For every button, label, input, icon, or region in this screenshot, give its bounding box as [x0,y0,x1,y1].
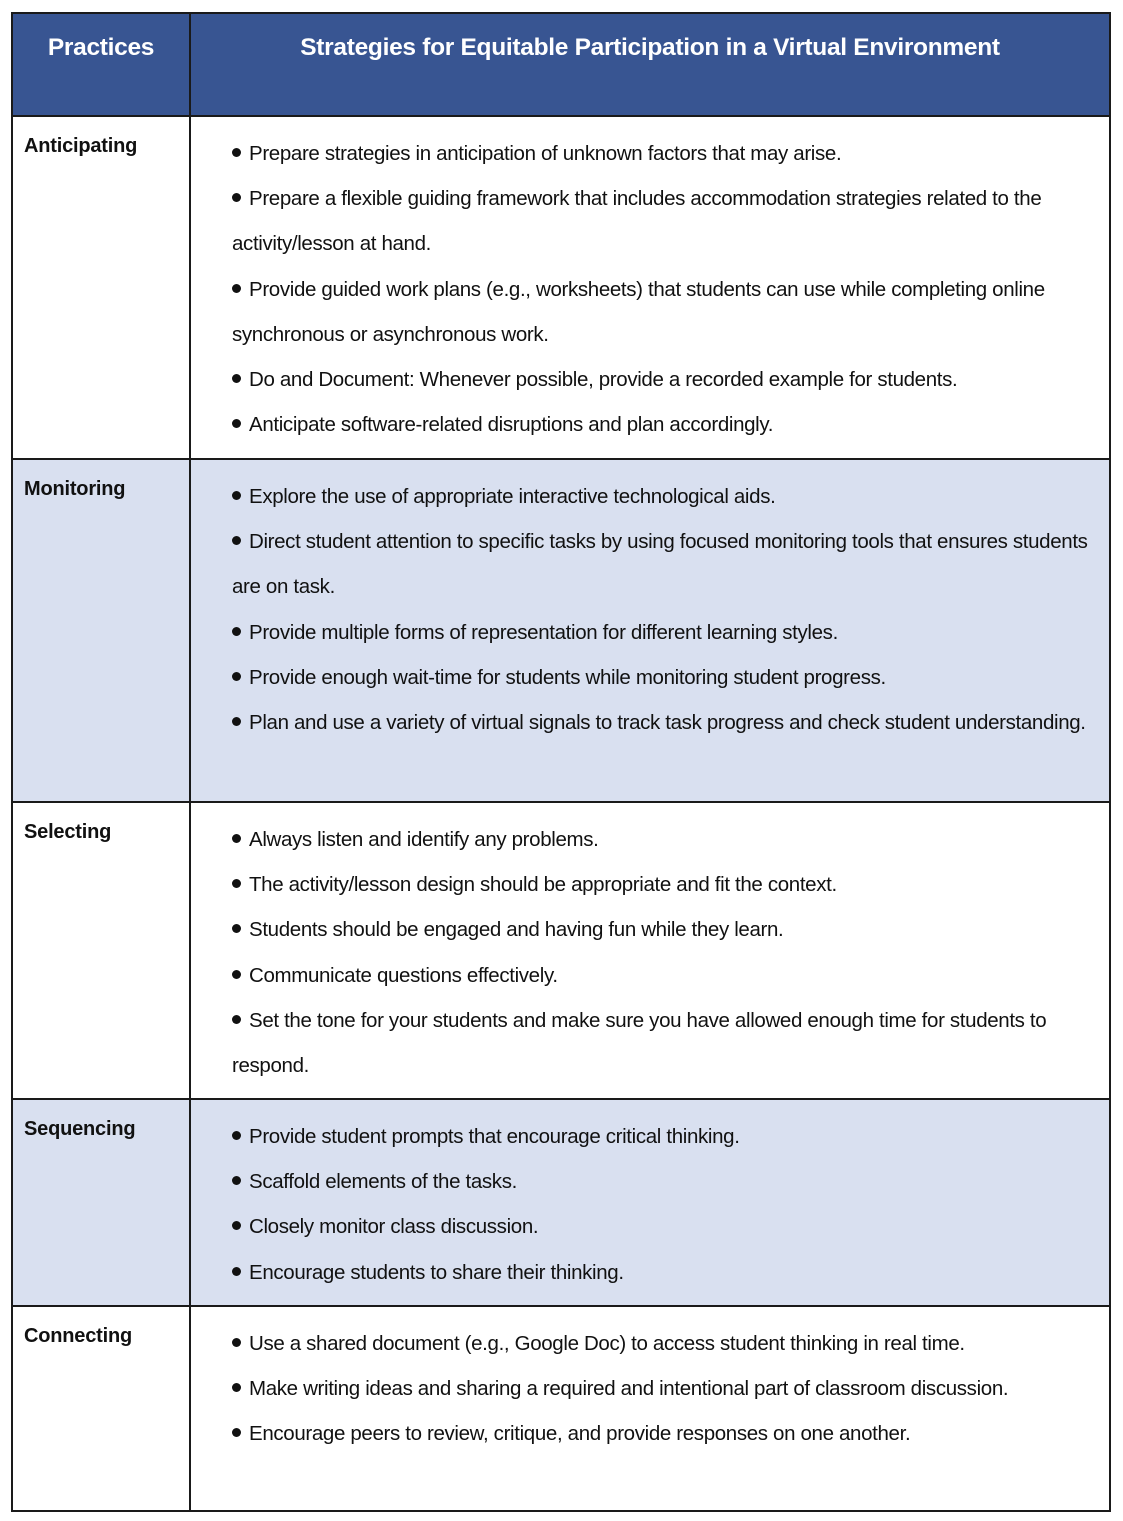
strategy-text: Explore the use of appropriate interactive technological aids. [249,485,776,508]
strategy-list [191,1307,1109,1510]
table-row-anticipating [13,115,1109,458]
table-header-row [13,14,1109,115]
bullet-icon [232,924,241,933]
bullet-icon [232,1176,241,1185]
strategy-item [232,402,1091,447]
strategy-text: Direct student attention to specific tasks by using focused monitoring tools that ensures students are on task. [232,530,1088,599]
strategy-item [232,1321,1091,1366]
strategy-item [232,1411,1091,1456]
strategy-text: Anticipate software-related disruptions and plan accordingly. [249,413,774,437]
strategy-item [232,131,1091,176]
practice-label: Sequencing [13,1100,191,1305]
strategy-item [232,907,1091,952]
practice-label: Monitoring [13,460,191,801]
strategy-text: Encourage students to share their thinking. [249,1260,624,1284]
bullet-icon [232,148,241,157]
bullet-icon [232,1338,241,1347]
strategy-item [232,1204,1091,1249]
table-row-monitoring [13,458,1109,801]
strategy-text: Make writing ideas and sharing a required and intentional part of classroom discussion. [249,1377,1009,1401]
bullet-icon [232,834,241,843]
bullet-icon [232,284,241,293]
bullet-icon [232,627,241,636]
header-strategies: Strategies for Equitable Participation in a Virtual Environment [300,34,1000,61]
bullet-icon [232,536,241,545]
practice-label: Connecting [13,1307,191,1510]
strategy-item [232,1250,1091,1295]
strategy-item [232,1114,1091,1159]
bullet-icon [232,193,241,202]
strategy-item [232,655,1091,700]
table-row-selecting [13,801,1109,1098]
bullet-icon [232,970,241,979]
strategy-text: Students should be engaged and having fun while they learn. [249,918,784,942]
strategy-text: Prepare strategies in anticipation of unknown factors that may arise. [249,142,842,165]
bullet-icon [232,419,241,428]
bullet-icon [232,717,241,726]
strategy-text: Scaffold elements of the tasks. [249,1170,517,1194]
strategy-text: Closely monitor class discussion. [249,1215,539,1239]
strategy-text: Provide enough wait-time for students while monitoring student progress. [249,665,886,689]
strategy-item [232,953,1091,998]
header-practices: Practices [13,14,191,115]
practice-label: Anticipating [13,117,191,458]
strategy-item [232,1159,1091,1204]
bullet-icon [232,491,241,500]
strategy-item [232,998,1091,1088]
bullet-icon [232,1131,241,1140]
strategy-list [191,117,1109,458]
table-row-connecting [13,1305,1109,1510]
strategy-text: Provide student prompts that encourage critical thinking. [249,1125,740,1148]
strategy-text: Set the tone for your students and make sure you have allowed enough time for students to respond. [232,1008,1047,1078]
strategy-item [232,700,1091,745]
strategy-item [232,817,1091,862]
bullet-icon [232,1267,241,1276]
strategy-text: The activity/lesson design should be appropriate and fit the context. [249,873,837,897]
bullet-icon [232,374,241,383]
strategy-item [232,1366,1091,1411]
strategy-text: Prepare a flexible guiding framework that includes accommodation strategies related to the activity/lesson at hand. [232,187,1042,256]
strategy-item [232,267,1091,357]
strategy-text: Always listen and identify any problems. [249,828,599,851]
bullet-icon [232,1015,241,1024]
strategy-item [232,357,1091,402]
strategy-item [232,610,1091,655]
strategy-text: Plan and use a variety of virtual signals to track task progress and check student understanding. [249,711,1086,735]
strategy-list [191,1100,1109,1305]
bullet-icon [232,879,241,888]
bullet-icon [232,1221,241,1230]
table-row-sequencing [13,1098,1109,1305]
strategy-text: Use a shared document (e.g., Google Doc) to access student thinking in real time. [249,1332,965,1355]
strategy-item [232,862,1091,907]
strategy-list [191,803,1109,1098]
strategy-text: Do and Document: Whenever possible, provide a recorded example for students. [249,368,958,392]
bullet-icon [232,672,241,681]
strategy-text: Provide guided work plans (e.g., worksheets) that students can use while completing online synchronous or asynchronous work. [232,277,1045,346]
strategy-text: Provide multiple forms of representation for different learning styles. [249,620,838,644]
strategy-item [232,176,1091,266]
strategy-item [232,519,1091,609]
strategy-item [232,474,1091,519]
practice-label: Selecting [13,803,191,1098]
strategy-list [191,460,1109,801]
strategies-table [11,12,1111,1512]
strategy-text: Encourage peers to review, critique, and provide responses on one another. [249,1422,911,1446]
bullet-icon [232,1428,241,1437]
bullet-icon [232,1383,241,1392]
strategy-text: Communicate questions effectively. [249,963,558,987]
